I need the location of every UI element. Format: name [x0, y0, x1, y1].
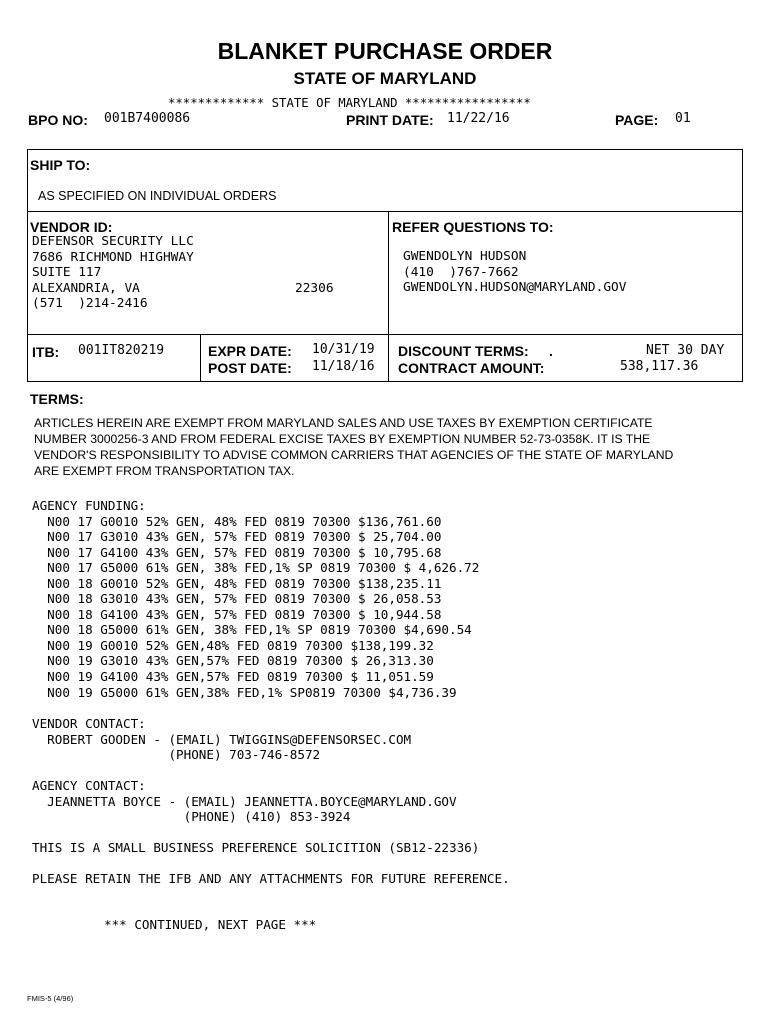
divider: [27, 211, 743, 212]
form-id: FMIS-5 (4/96): [27, 994, 74, 1003]
divider: [200, 334, 201, 382]
agency-contact-line: (PHONE) (410) 853-3924: [32, 809, 351, 825]
print-date-label: PRINT DATE:: [346, 112, 434, 128]
expr-date-value: 10/31/19: [312, 342, 375, 357]
small-business-note: THIS IS A SMALL BUSINESS PREFERENCE SOLICITION (SB12-22336): [32, 840, 480, 855]
retain-note: PLEASE RETAIN THE IFB AND ANY ATTACHMENTS FOR FUTURE REFERENCE.: [32, 871, 510, 886]
discount-terms-label: DISCOUNT TERMS:: [398, 343, 529, 359]
discount-terms-dot: .: [549, 343, 553, 359]
funding-line: N00 17 G4100 43% GEN, 57% FED 0819 70300 $ 10,795.68: [32, 544, 442, 560]
divider: [388, 211, 389, 382]
page-number: 01: [675, 111, 691, 126]
funding-line: N00 17 G3010 43% GEN, 57% FED 0819 70300 $ 25,704.00: [32, 529, 442, 545]
funding-line: N00 18 G4100 43% GEN, 57% FED 0819 70300 $ 10,944.58: [32, 606, 442, 622]
funding-line: N00 18 G5000 61% GEN, 38% FED,1% SP 0819 70300 $4,690.54: [32, 622, 472, 638]
vendor-contact: [32, 716, 411, 763]
refer-questions-label: REFER QUESTIONS TO:: [392, 219, 554, 235]
terms-line: NUMBER 3000256-3 AND FROM FEDERAL EXCISE TAXES BY EXEMPTION NUMBER 52-73-0358K. IT IS THE: [34, 432, 651, 446]
ship-to-value: AS SPECIFIED ON INDIVIDUAL ORDERS: [38, 189, 277, 203]
itb-label: ITB:: [32, 344, 60, 360]
vendor-contact-line: ROBERT GOODEN - (EMAIL) TWIGGINS@DEFENSORSEC.COM: [32, 731, 412, 747]
terms-line: ARTICLES HEREIN ARE EXEMPT FROM MARYLAND SALES AND USE TAXES BY EXEMPTION CERTIFICATE: [34, 416, 653, 430]
post-date-label: POST DATE:: [208, 360, 292, 376]
funding-line: N00 17 G0010 52% GEN, 48% FED 0819 70300 $136,761.60: [32, 513, 442, 529]
vendor-line: SUITE 117: [32, 265, 102, 281]
vendor-line: ALEXANDRIA, VA: [32, 280, 140, 296]
terms-line: VENDOR'S RESPONSIBILITY TO ADVISE COMMON CARRIERS THAT AGENCIES OF THE STATE OF MARYLAND: [34, 448, 674, 462]
vendor-zip: 22306: [295, 281, 334, 296]
terms-text: [34, 415, 754, 479]
refer-line: (410 )767-7662: [403, 264, 519, 280]
vendor-contact-label: VENDOR CONTACT:: [32, 716, 146, 731]
vendor-line: 7686 RICHMOND HIGHWAY: [32, 249, 194, 265]
bpo-label: BPO NO:: [28, 112, 88, 128]
terms-label: TERMS:: [30, 391, 84, 407]
continued-note: *** CONTINUED, NEXT PAGE ***: [104, 917, 317, 932]
funding-line: N00 19 G4100 43% GEN,57% FED 0819 70300 $ 11,051.59: [32, 669, 434, 685]
contract-amount-value: 538,117.36: [620, 359, 699, 374]
refer-line: GWENDOLYN HUDSON: [403, 249, 527, 264]
bpo-number: 001B7400086: [104, 111, 191, 126]
vendor-line: (571 )214-2416: [32, 296, 148, 312]
agency-contact-label: AGENCY CONTACT:: [32, 778, 146, 793]
post-date-value: 11/18/16: [312, 359, 375, 374]
agency-contact: [32, 778, 457, 825]
vendor-id-label: VENDOR ID:: [30, 219, 113, 235]
page-label: PAGE:: [615, 112, 659, 128]
document-title: BLANKET PURCHASE ORDER: [217, 38, 553, 64]
agency-contact-line: JEANNETTA BOYCE - (EMAIL) JEANNETTA.BOYCE@MARYLAND.GOV: [32, 793, 457, 809]
expr-date-label: EXPR DATE:: [208, 343, 292, 359]
funding-line: N00 18 G3010 43% GEN, 57% FED 0819 70300 $ 26,058.53: [32, 591, 442, 607]
funding-line: N00 17 G5000 61% GEN, 38% FED,1% SP 0819 70300 $ 4,626.72: [32, 560, 480, 576]
funding-line: N00 19 G0010 52% GEN,48% FED 0819 70300 $138,199.32: [32, 637, 434, 653]
contract-amount-label: CONTRACT AMOUNT:: [398, 360, 545, 376]
discount-terms-value: NET 30 DAY: [646, 343, 725, 358]
vendor-contact-line: (PHONE) 703-746-8572: [32, 747, 321, 763]
funding-line: N00 18 G0010 52% GEN, 48% FED 0819 70300 $138,235.11: [32, 575, 442, 591]
agency-funding-label: AGENCY FUNDING:: [32, 498, 146, 513]
state-banner: ************* STATE OF MARYLAND *****************: [168, 96, 531, 110]
print-date-value: 11/22/16: [447, 111, 510, 126]
refer-contact: [403, 249, 626, 296]
funding-line: N00 19 G3010 43% GEN,57% FED 0819 70300 $ 26,313.30: [32, 653, 434, 669]
vendor-address: [32, 234, 194, 312]
ship-to-label: SHIP TO:: [30, 157, 91, 173]
refer-line: GWENDOLYN.HUDSON@MARYLAND.GOV: [403, 280, 627, 296]
itb-value: 001IT820219: [78, 343, 165, 358]
document-subtitle: STATE OF MARYLAND: [293, 69, 477, 88]
vendor-line: DEFENSOR SECURITY LLC: [32, 234, 194, 249]
terms-line: ARE EXEMPT FROM TRANSPORTATION TAX.: [34, 464, 295, 478]
funding-line: N00 19 G5000 61% GEN,38% FED,1% SP0819 70300 $4,736.39: [32, 684, 457, 700]
agency-funding: [32, 498, 479, 700]
divider: [27, 334, 743, 335]
